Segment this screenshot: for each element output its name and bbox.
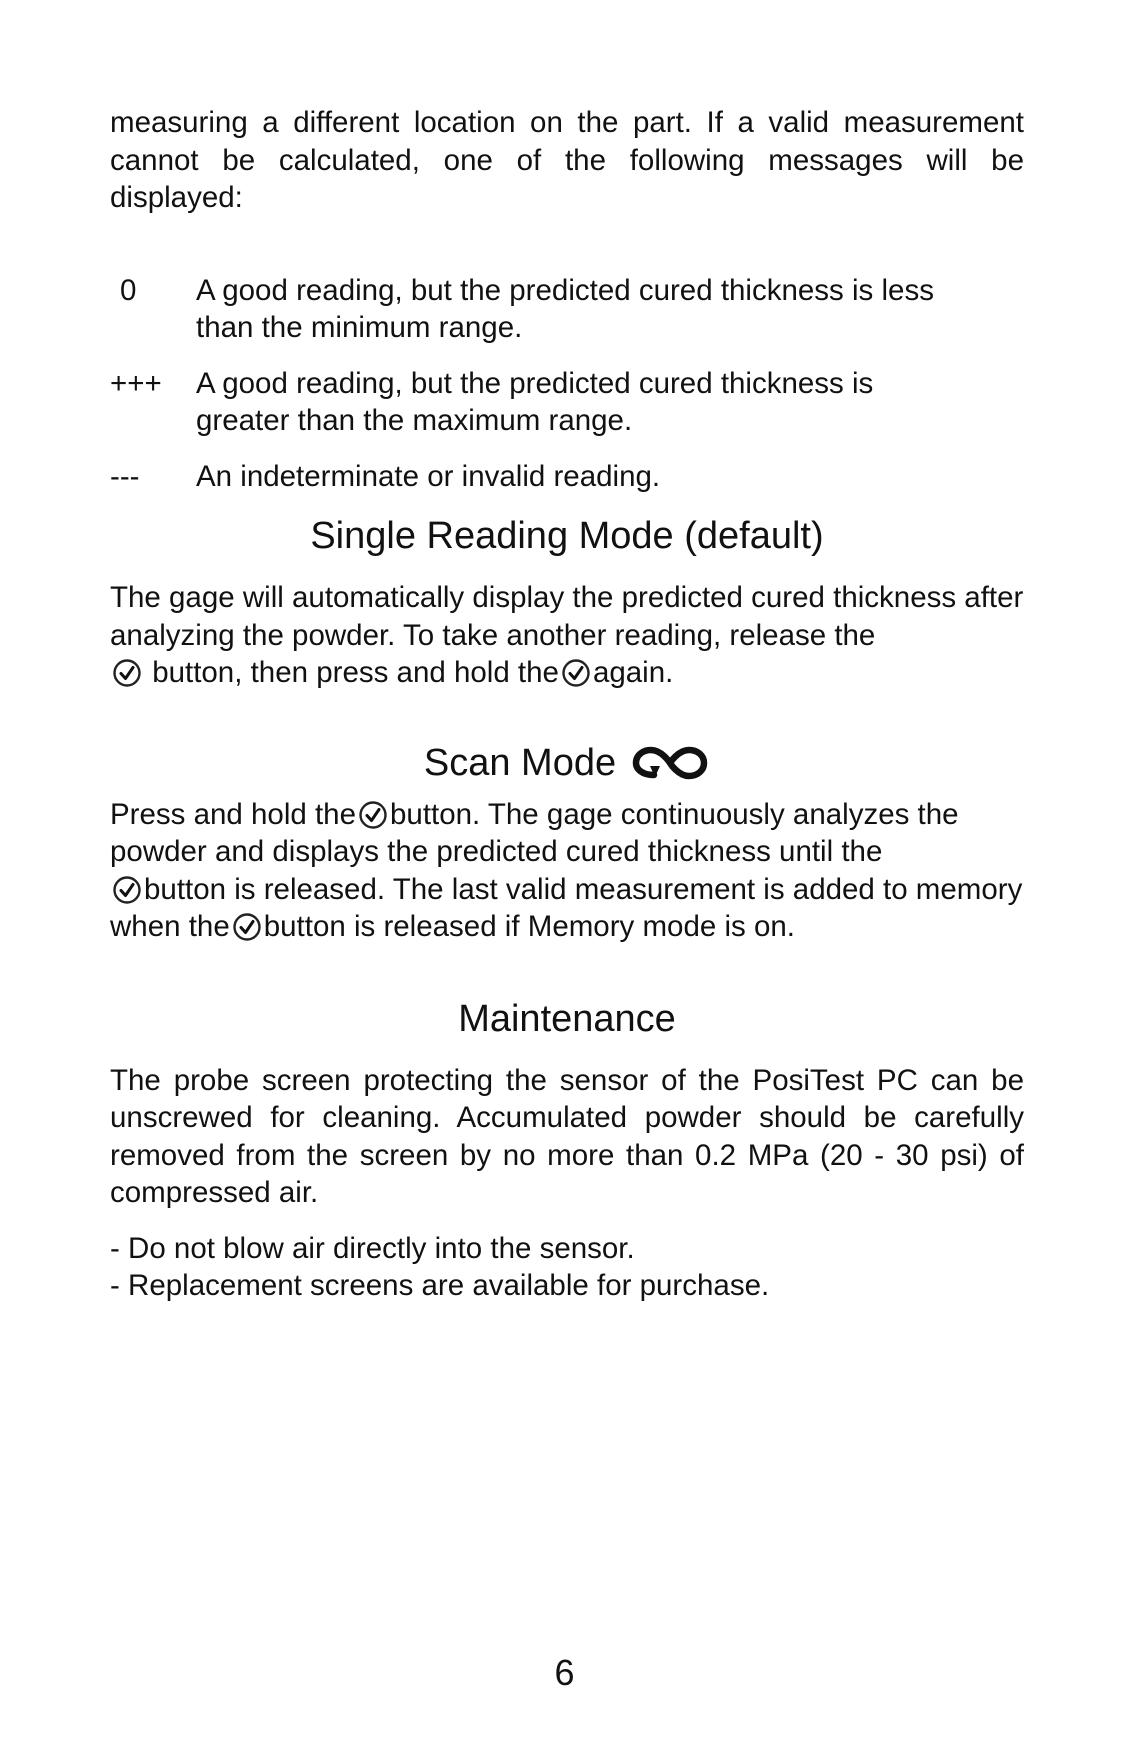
single-reading-paragraph	[110, 579, 1024, 692]
section-heading-single-reading: Single Reading Mode (default)	[310, 515, 824, 557]
section-heading-scan-mode	[110, 740, 1024, 786]
message-item	[110, 458, 1024, 496]
check-circle-icon	[112, 658, 142, 688]
scan-text-1: Press and hold the	[110, 797, 356, 831]
message-code: 0	[120, 273, 137, 307]
message-list	[110, 272, 1024, 496]
message-item	[110, 272, 1024, 347]
page-number: 6	[554, 1652, 575, 1693]
scan-loop-icon	[630, 742, 710, 784]
message-description: A good reading, but the predicted cured thickness is greater than the maximum range.	[196, 366, 874, 437]
check-circle-icon	[358, 800, 388, 830]
maintenance-paragraph: The probe screen protecting the sensor of the PosiTest PC can be unscrewed for cleaning. Accumulated powder should be carefully removed from the screen by no more than 0.2 MPa (20 - 30 psi) of compressed air.	[110, 1063, 1024, 1209]
message-description: An indeterminate or invalid reading.	[196, 459, 661, 493]
section-heading-maintenance: Maintenance	[458, 997, 676, 1040]
single-text-1: The gage will automatically display the predicted cured thickness after analyzing the powder. To take another reading, release the	[110, 581, 1024, 652]
single-text-3: again.	[592, 656, 674, 689]
message-code: +++	[110, 366, 162, 400]
message-code: ---	[110, 459, 140, 493]
intro-paragraph: measuring a different location on the part. If a valid measurement cannot be calculated, one of the following messages will be displayed:	[110, 106, 1024, 214]
scan-mode-paragraph	[110, 796, 1024, 946]
check-circle-icon	[561, 658, 591, 688]
maintenance-note: - Replacement screens are available for purchase.	[110, 1269, 770, 1302]
check-circle-icon	[232, 912, 262, 942]
single-text-2: button, then press and hold the	[144, 656, 559, 689]
scan-text-3: button is released. The last valid measurement is added to memory when the	[110, 872, 1023, 943]
message-description: A good reading, but the predicted cured thickness is less than the minimum range.	[196, 273, 934, 344]
manual-page	[110, 104, 1024, 1305]
scan-text-4: button is released if Memory mode is on.	[263, 910, 795, 943]
maintenance-note: - Do not blow air directly into the sensor.	[110, 1231, 635, 1265]
scan-text-2: button. The gage continuously analyzes the powder and displays the predicted cured thickness until the	[110, 797, 959, 868]
scan-mode-title: Scan Mode	[423, 741, 617, 784]
check-circle-icon	[112, 875, 142, 905]
message-item	[110, 365, 1024, 440]
